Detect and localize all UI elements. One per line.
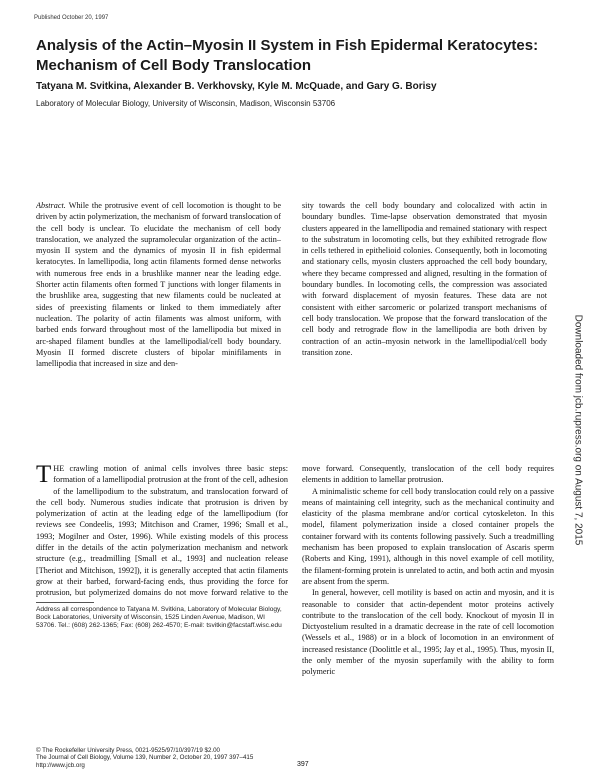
abstract-text-right: sity towards the cell body boundary and colocalized with actin in boundary bundles. Time-lapse observation demonstrated that myosin clusters appeared in the lamellipodia and remained stationary with respect to the substratum in locomoting cells, but they exhibited retrograde flow in cells tethered in epithelioid colonies. Consequently, both in locomoting and stationary cells, myosin clusters approached the cell body boundary, where they became compressed and aligned, resulting in the formation of boundary bundles. In locomoting cells, the compression was associated with forward displacement of myosin features. These data are not consistent with either sarcomeric or polarized transport mechanisms of cell body translocation. We propose that the forward translocation of the cell body and retrograde flow in the lamellipodia are both driven by contraction of an actin–myosin network in the lamellipodial/cell body transition zone. xyxy=(302,201,547,357)
author-list: Tatyana M. Svitkina, Alexander B. Verkhovsky, Kyle M. McQuade, and Gary G. Borisy xyxy=(36,81,437,92)
paragraph: A minimalistic scheme for cell body translocation could rely on a passive means of maintaining cell integrity, such as the mechanical continuity and elasticity of the plasma membrane and/or cortical cytoskeleton. In this model, filament polymerization inside a closed container propels the container forward with its contents following passively. Such a treadmilling mechanism has been proposed to explain translocation of Ascaris sperm (Roberts and King, 1991), although in this novel example of cell motility, the filament-forming protein is unrelated to actin, and both actin and myosin are absent from the sperm. xyxy=(302,486,554,586)
correspondence-footnote: Address all correspondence to Tatyana M. Svitkina, Laboratory of Molecular Biology, Bock Laboratories, University of Wisconsin, 1525 Linden Avenue, Madison, WI 53706. Tel.: (608) 262-1365; Fax: (608) 262-4570; E-mail: tsvitkin@facstaff.wisc.edu xyxy=(36,606,282,630)
journal-citation: The Journal of Cell Biology, Volume 139, Number 2, October 20, 1997 397–415 xyxy=(36,754,254,762)
download-watermark xyxy=(568,200,588,660)
abstract-right-column xyxy=(302,200,547,450)
body-right-column xyxy=(302,463,554,753)
copyright-line: © The Rockefeller University Press, 0021-9525/97/10/397/19 $2.00 xyxy=(36,747,220,754)
published-date: Published October 20, 1997 xyxy=(34,15,109,21)
body-left-column xyxy=(36,463,288,601)
affiliation: Laboratory of Molecular Biology, University of Wisconsin, Madison, Wisconsin 53706 xyxy=(36,99,336,108)
footnote-divider xyxy=(36,602,94,603)
drop-cap: T xyxy=(36,463,52,488)
page-footer xyxy=(36,747,316,769)
abstract-heading: Abstract. xyxy=(36,201,66,210)
paragraph: move forward. Consequently, translocation of the cell body requires elements in addition to lamellar protrusion. xyxy=(302,464,554,485)
abstract-text-left: While the protrusive event of cell locomotion is thought to be driven by actin polymerization, the mechanism of forward translocation of the cell body is unclear. To elucidate the mechanism of cell body translocation, we analyzed the supramolecular organization of the actin–myosin II system and the dynamics of myosin II in fish epidermal keratocytes. In lamellipodia, long actin filaments formed dense networks with numerous free ends in a brushlike manner near the leading edge. Shorter actin filaments often formed T junctions with longer filaments in the brushlike area, suggesting that new filaments could be nucleated at sides of preexisting filaments or linked to them immediately after nucleation. The polarity of actin filaments was almost uniform, with barbed ends forward throughout most of the lamellipodia but mixed in arc-shaped filament bundles at the lamellipodial/cell body boundary. Myosin II formed discrete clusters of bipolar minifilaments in lamellipodia that increased in size and den- xyxy=(36,201,281,369)
journal-url: http://www.jcb.org xyxy=(36,761,85,769)
paragraph: In general, however, cell motility is based on actin and myosin, and it is reasonable to consider that actin-dependent motor proteins actively contribute to the translocation of the cell body. Knockout of myosin II in Dictyostelium resulted in a dramatic decrease in the rate of cell locomotion (Wessels et al., 1988) or in a block of locomotion in an environment of increased resistance (Doolittle et al., 1995; Jay et al., 1995). Thus, myosin II, the only member of the myosin superfamily with the ability to form polymeric xyxy=(302,588,554,677)
article-title: Analysis of the Actin–Myosin II System in Fish Epidermal Keratocytes: Mechanism of Cell Body Translocation xyxy=(36,37,539,74)
page-number: 397 xyxy=(297,761,309,768)
abstract-left-column xyxy=(36,200,281,450)
intro-paragraph: HE crawling motion of animal cells involves three basic steps: formation of a lamellipodial protrusion at the front of the cell, adhesion of the lamellipodium to the substratum, and translocation forward of the cell body. Numerous studies indicate that protrusion is driven by polymerization of actin at the leading edge of the lamellipodium (for reviews see Condeelis, 1993; Mitchison and Cramer, 1996; Small et al., 1993; Mogilner and Oster, 1996). While existing models of this process differ in the details of the actin polymerization mechanism and network structure (e.g., treadmilling [Small et al., 1993] and nucleation release [Theriot and Mitchison, 1992]), it is generally accepted that actin filaments grow at their barbed, forward-facing ends, thus providing the force for protrusion, but polymerized domains do not move forward relative to the xyxy=(36,464,288,598)
download-note: Downloaded from jcb.rupress.org on August 7, 2015 xyxy=(572,314,584,546)
